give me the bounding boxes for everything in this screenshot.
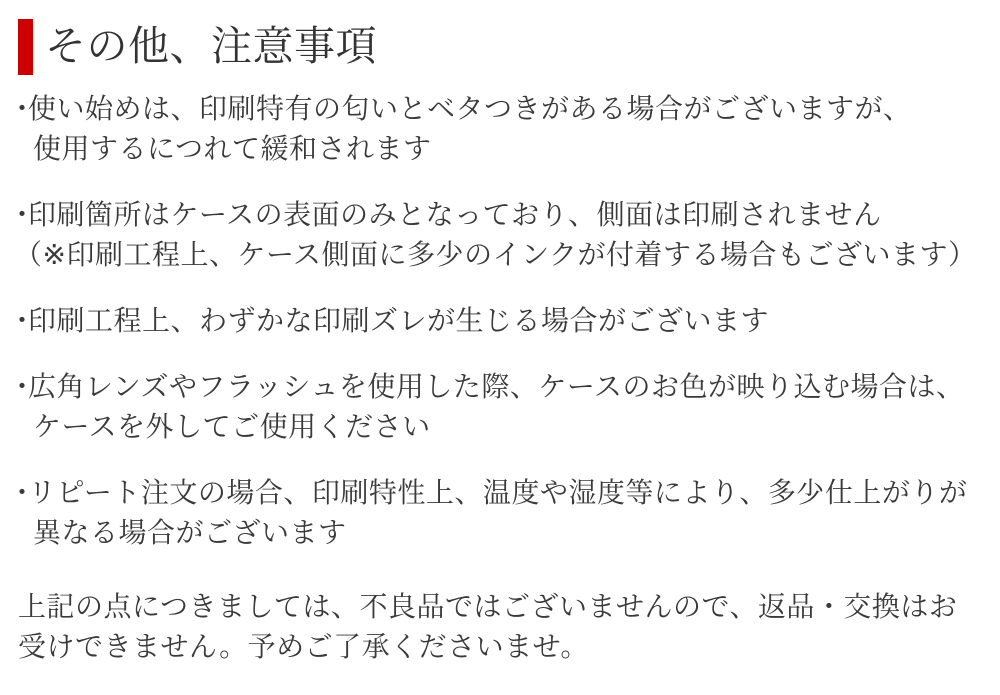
notes-list	[8, 89, 977, 553]
note-line: 広角レンズやフラッシュを使用した際、ケースのお色が映り込む場合は、	[28, 371, 965, 402]
note-line: 使い始めは、印刷特有の匂いとベタつきがある場合がございますが、	[28, 93, 912, 124]
note-line: 使用するにつれて緩和されます	[33, 133, 432, 164]
note-line: （※印刷工程上、ケース側面に多少のインクが付着する場合もございます）	[14, 239, 977, 270]
note-line: ケースを外してご使用ください	[33, 411, 431, 442]
bullet-dot: ・	[8, 477, 37, 508]
disclaimer-paragraph	[18, 587, 960, 667]
note-item	[8, 195, 977, 275]
disclaimer-line: 受けできません。予めご了承くださいませ。	[18, 631, 589, 662]
section-title-row	[18, 19, 960, 75]
note-item	[8, 89, 960, 169]
disclaimer-line: 上記の点につきましては、不良品ではございませんので、返品・交換はお	[18, 591, 958, 622]
note-item	[8, 473, 968, 553]
bullet-dot: ・	[8, 305, 37, 336]
note-line: 印刷箇所はケースの表面のみとなっており、側面は印刷されません	[28, 199, 882, 230]
note-line: リピート注文の場合、印刷特性上、温度や湿度等により、多少仕上がりが	[28, 477, 968, 508]
note-line: 異なる場合がございます	[33, 517, 347, 548]
note-line: 印刷工程上、わずかな印刷ズレが生じる場合がございます	[28, 305, 770, 336]
note-item	[8, 367, 965, 447]
note-item	[8, 301, 960, 341]
title-accent-bar	[18, 19, 33, 75]
bullet-dot: ・	[8, 371, 37, 402]
section-title: その他、注意事項	[45, 23, 377, 70]
bullet-dot: ・	[8, 93, 37, 124]
bullet-dot: ・	[8, 199, 37, 230]
